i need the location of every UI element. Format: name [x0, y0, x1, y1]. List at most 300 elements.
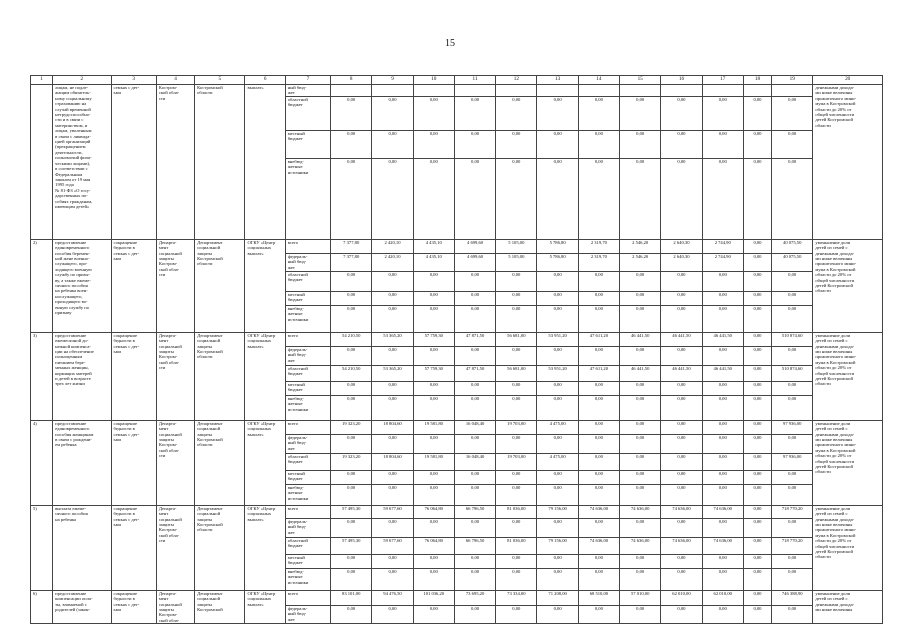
column-header: 10 — [413, 76, 454, 85]
responsible-executor-text: Департа- мент социальной защиты Костром- ской обла- сти — [158, 420, 182, 459]
amount-cell — [372, 365, 413, 381]
amount-cell — [620, 305, 661, 332]
amount-cell-text: 0,00 — [788, 554, 797, 560]
amount-cell-text: 4 699,60 — [467, 253, 484, 259]
amount-cell — [496, 554, 537, 568]
amount-cell — [620, 605, 661, 623]
amount-cell — [620, 291, 661, 305]
amount-cell-text: 0,00 — [636, 346, 645, 352]
amount-cell-text: 0,00 — [429, 518, 438, 524]
budget-row — [31, 332, 883, 346]
co-executor — [195, 420, 245, 505]
amount-cell — [661, 381, 702, 395]
funding-source-text: внебюд- жетные источники — [287, 568, 309, 585]
amount-cell-text: 0,00 — [677, 605, 686, 611]
amount-cell — [743, 130, 771, 158]
amount-cell-text: 0,00 — [753, 130, 762, 136]
amount-cell — [454, 96, 495, 130]
amount-cell-text: 0,00 — [471, 158, 480, 164]
amount-cell — [537, 253, 578, 271]
funding-source — [285, 239, 330, 253]
amount-cell — [702, 305, 743, 332]
amount-cell-text: 0,00 — [512, 484, 521, 490]
amount-cell-text: 718 770,20 — [781, 537, 803, 543]
amount-cell-text: 0,00 — [718, 605, 727, 611]
responsible-executor — [156, 505, 194, 590]
amount-cell — [661, 291, 702, 305]
amount-cell — [578, 554, 619, 568]
amount-cell — [578, 85, 619, 97]
amount-cell-text: 0,00 — [347, 130, 356, 136]
amount-cell — [578, 484, 619, 505]
amount-cell-text: 0,00 — [753, 568, 762, 574]
amount-cell-text: 0,00 — [553, 346, 562, 352]
amount-cell — [537, 291, 578, 305]
amount-cell — [537, 381, 578, 395]
amount-cell — [620, 158, 661, 239]
co-executor-text: Департамент социальной защиты Костромской области — [197, 420, 223, 448]
amount-cell-text: 0,00 — [512, 470, 521, 476]
amount-cell-text: 46 441,50 — [630, 332, 650, 338]
amount-cell-text: 510 874,60 — [781, 332, 803, 338]
amount-cell-text: 0,00 — [388, 305, 397, 311]
amount-cell — [454, 239, 495, 253]
amount-cell-text: 0,00 — [553, 158, 562, 164]
amount-cell — [578, 130, 619, 158]
amount-cell-text: 0,00 — [512, 271, 521, 277]
amount-cell-text: 71 208,00 — [548, 590, 567, 596]
funding-source — [285, 484, 330, 505]
payment-type-text: ОГКУ «Центр социальных выплат» — [247, 505, 276, 522]
amount-cell — [454, 554, 495, 568]
amount-cell-text: 0,00 — [594, 453, 603, 459]
amount-cell-text: 0,00 — [753, 395, 762, 401]
amount-cell-text: 4 475,00 — [549, 420, 566, 426]
amount-cell — [578, 346, 619, 365]
amount-cell-text: 53 951,20 — [548, 332, 567, 338]
amount-cell-text: 0,00 — [636, 291, 645, 297]
amount-cell — [413, 420, 454, 434]
amount-cell — [772, 130, 813, 158]
amount-cell-text: 0,00 — [388, 271, 397, 277]
amount-cell-text: 2 744,90 — [714, 253, 731, 259]
amount-cell-text: 53 951,20 — [548, 365, 567, 371]
amount-cell-text: 19 703,00 — [507, 453, 526, 459]
amount-cell — [743, 158, 771, 239]
amount-cell-text: 56 681,00 — [507, 365, 526, 371]
amount-cell-text: 0,00 — [636, 434, 645, 440]
amount-cell-text: 0,00 — [753, 434, 762, 440]
amount-cell — [578, 420, 619, 434]
amount-cell-text: 0,00 — [677, 305, 686, 311]
amount-cell-text: 0,00 — [388, 434, 397, 440]
amount-cell-text: 0,00 — [594, 518, 603, 524]
amount-cell — [702, 434, 743, 453]
expected-result-text: уменьшение доли детей из семей с денежными доходa- ми ниже величины прожиточного мини- мума в Костромской области до 20% от общей численности детей Костромской области — [815, 505, 857, 560]
amount-cell-text: 53 365,20 — [383, 365, 402, 371]
amount-cell — [331, 239, 372, 253]
amount-cell — [413, 453, 454, 470]
amount-cell-text: 2 744,90 — [714, 239, 731, 245]
expected-result — [813, 505, 883, 590]
measure-name-text: выплата ежеме- сячного пособия на ребенка — [55, 505, 88, 522]
funding-source — [285, 590, 330, 605]
amount-cell-text: 0,00 — [594, 96, 603, 102]
amount-cell-text: 0,00 — [636, 453, 645, 459]
amount-cell — [331, 96, 372, 130]
amount-cell — [331, 253, 372, 271]
payment-type — [245, 505, 285, 590]
amount-cell-text: 18 804,60 — [383, 420, 402, 426]
amount-cell — [772, 271, 813, 291]
amount-cell — [743, 85, 771, 97]
amount-cell-text: 73 695,20 — [465, 590, 485, 596]
amount-cell-text: 0,00 — [753, 271, 762, 277]
column-header: 15 — [620, 76, 661, 85]
amount-cell — [743, 590, 771, 605]
co-executor — [195, 239, 245, 332]
amount-cell-text: 0,00 — [553, 305, 562, 311]
amount-cell-text: 0,00 — [347, 470, 356, 476]
amount-cell — [620, 568, 661, 590]
amount-cell-text: 0,00 — [753, 590, 762, 596]
amount-cell — [578, 470, 619, 484]
amount-cell — [772, 253, 813, 271]
amount-cell — [537, 453, 578, 470]
amount-cell — [372, 395, 413, 420]
amount-cell-text: 66 796,50 — [465, 505, 485, 511]
amount-cell — [372, 332, 413, 346]
item-number-text: 2) — [33, 239, 37, 245]
amount-cell — [743, 537, 771, 554]
amount-cell-text: 19 323,20 — [342, 453, 361, 459]
amount-cell-text: 94 476,50 — [383, 590, 402, 596]
amount-cell-text: 0,00 — [594, 434, 603, 440]
amount-cell — [620, 381, 661, 395]
funding-source — [285, 518, 330, 537]
amount-cell — [702, 470, 743, 484]
funding-source — [285, 568, 330, 590]
item-number-text: 5) — [33, 505, 37, 511]
amount-cell — [331, 395, 372, 420]
table-body — [31, 76, 883, 624]
amount-cell — [454, 130, 495, 158]
amount-cell-text: 0,00 — [753, 239, 762, 245]
amount-cell — [578, 271, 619, 291]
amount-cell-text: 0,00 — [718, 470, 727, 476]
amount-cell — [661, 554, 702, 568]
amount-cell-text: 0,00 — [347, 434, 356, 440]
amount-cell — [772, 365, 813, 381]
amount-cell — [620, 554, 661, 568]
amount-cell — [413, 346, 454, 365]
amount-cell — [372, 420, 413, 434]
amount-cell — [454, 305, 495, 332]
amount-cell-text: 76 064,80 — [424, 505, 443, 511]
measure-name — [53, 332, 111, 420]
amount-cell — [743, 381, 771, 395]
amount-cell — [772, 420, 813, 434]
responsible-executor — [156, 239, 194, 332]
amount-cell-text: 2 319,70 — [590, 253, 607, 259]
amount-cell-text: 0,00 — [594, 568, 603, 574]
amount-cell-text: 0,00 — [677, 420, 686, 426]
amount-cell-text: 46 441,50 — [672, 332, 691, 338]
amount-cell — [620, 85, 661, 97]
amount-cell-text: 0,00 — [788, 381, 797, 387]
amount-cell — [372, 434, 413, 453]
amount-cell — [772, 518, 813, 537]
amount-cell — [661, 365, 702, 381]
amount-cell — [578, 365, 619, 381]
funding-source-text: областной бюджет — [287, 271, 308, 283]
amount-cell — [620, 130, 661, 158]
amount-cell-text: 0,00 — [553, 568, 562, 574]
amount-cell-text: 2 546,20 — [632, 239, 649, 245]
amount-cell — [537, 518, 578, 537]
amount-cell-text: 57 759,30 — [424, 365, 443, 371]
measure-goal-text: сокращение бедности в семьях с дет- ьми — [113, 420, 140, 443]
amount-cell — [661, 305, 702, 332]
amount-cell-text: 74 636,00 — [630, 537, 650, 543]
amount-cell-text: 0,00 — [677, 484, 686, 490]
column-header: 16 — [661, 76, 702, 85]
amount-cell — [743, 332, 771, 346]
funding-source-text: всего — [287, 505, 299, 511]
amount-cell-text: 0,00 — [677, 96, 686, 102]
amount-cell — [702, 130, 743, 158]
amount-cell — [331, 381, 372, 395]
amount-cell — [661, 420, 702, 434]
amount-cell — [702, 590, 743, 605]
amount-cell — [702, 484, 743, 505]
amount-cell — [496, 365, 537, 381]
amount-cell-text: 0,00 — [636, 96, 645, 102]
amount-cell — [372, 470, 413, 484]
amount-cell — [496, 470, 537, 484]
amount-cell — [413, 434, 454, 453]
amount-cell-text: 79 156,00 — [548, 505, 567, 511]
amount-cell — [743, 568, 771, 590]
amount-cell — [331, 554, 372, 568]
amount-cell — [496, 332, 537, 346]
funding-source-text: местный бюджет — [287, 470, 305, 482]
amount-cell-text: 0,00 — [429, 395, 438, 401]
amount-cell-text: 0,00 — [753, 470, 762, 476]
amount-cell — [537, 434, 578, 453]
funding-source — [285, 395, 330, 420]
amount-cell — [537, 395, 578, 420]
amount-cell-text: 0,00 — [471, 130, 480, 136]
amount-cell-text: 0,00 — [718, 554, 727, 560]
amount-cell — [454, 537, 495, 554]
amount-cell-text: 4 435,10 — [425, 239, 442, 245]
funding-source — [285, 305, 330, 332]
amount-cell — [413, 537, 454, 554]
expected-result — [813, 332, 883, 420]
funding-source — [285, 381, 330, 395]
amount-cell-text: 0,00 — [753, 96, 762, 102]
amount-cell-text: 0,00 — [388, 484, 397, 490]
amount-cell — [702, 332, 743, 346]
co-executor-text: Департамент социальной защиты Костромской области — [197, 505, 223, 533]
amount-cell — [620, 470, 661, 484]
amount-cell — [537, 420, 578, 434]
amount-cell-text: 0,00 — [594, 271, 603, 277]
funding-source — [285, 365, 330, 381]
expected-result — [813, 420, 883, 505]
amount-cell-text: 0,00 — [753, 505, 762, 511]
amount-cell-text: 81 036,00 — [507, 505, 526, 511]
responsible-executor-text: Департа- мент социальной защиты Костром- ской обла- сти — [158, 505, 182, 544]
amount-cell — [661, 253, 702, 271]
payment-type-text: ОГКУ «Центр социальных выплат» — [247, 420, 276, 437]
amount-cell-text: 79 156,00 — [548, 537, 567, 543]
amount-cell — [661, 470, 702, 484]
amount-cell-text: 0,00 — [388, 130, 397, 136]
program-table — [30, 75, 883, 624]
amount-cell — [702, 568, 743, 590]
amount-cell-text: 16 048,40 — [465, 453, 485, 459]
amount-cell-text: 0,00 — [553, 470, 562, 476]
amount-cell-text: 0,00 — [347, 346, 356, 352]
amount-cell-text: 0,00 — [753, 554, 762, 560]
amount-cell — [743, 365, 771, 381]
measure-name-text: предоставление единовременного пособия женщинам в связи с рождени- ем ребенка — [55, 420, 94, 448]
amount-cell — [702, 346, 743, 365]
funding-source-text: всего — [287, 332, 299, 338]
amount-cell — [702, 96, 743, 130]
amount-cell — [537, 505, 578, 518]
amount-cell — [702, 453, 743, 470]
amount-cell-text: 0,00 — [512, 554, 521, 560]
funding-source-text: местный бюджет — [287, 130, 305, 142]
amount-cell — [772, 590, 813, 605]
amount-cell — [496, 291, 537, 305]
amount-cell-text: 0,00 — [429, 96, 438, 102]
amount-cell — [702, 158, 743, 239]
amount-cell — [496, 453, 537, 470]
item-number — [31, 505, 53, 590]
amount-cell-text: 19 703,00 — [507, 420, 526, 426]
amount-cell-text: 0,00 — [512, 96, 521, 102]
funding-source-text: областной бюджет — [287, 365, 308, 377]
budget-row — [31, 505, 883, 518]
amount-cell — [454, 332, 495, 346]
amount-cell — [454, 395, 495, 420]
amount-cell — [578, 253, 619, 271]
amount-cell — [372, 518, 413, 537]
item-number-text: 6) — [33, 590, 37, 596]
amount-cell-text: 0,00 — [788, 470, 797, 476]
amount-cell-text: 5 786,80 — [549, 253, 566, 259]
amount-cell — [702, 381, 743, 395]
amount-cell-text: 0,00 — [788, 130, 797, 136]
amount-cell-text: 97 936,00 — [783, 453, 802, 459]
amount-cell — [661, 568, 702, 590]
amount-cell-text: 0,00 — [347, 605, 356, 611]
amount-cell — [578, 453, 619, 470]
funding-source — [285, 158, 330, 239]
amount-cell — [454, 505, 495, 518]
amount-cell — [413, 85, 454, 97]
amount-cell — [372, 590, 413, 605]
funding-source-text: федераль- ный бюд- жет — [287, 605, 308, 622]
amount-cell — [620, 346, 661, 365]
amount-cell-text: 0,00 — [512, 291, 521, 297]
amount-cell — [454, 420, 495, 434]
item-number — [31, 85, 53, 240]
amount-cell-text: 0,00 — [347, 291, 356, 297]
amount-cell — [413, 395, 454, 420]
amount-cell — [772, 346, 813, 365]
amount-cell — [620, 96, 661, 130]
co-executor-text: Костромской области — [197, 85, 223, 96]
expected-result-text: денежными доходa- ми ниже величины прожиточного мини- мума в Костромской области до 20% от общей численности детей Костромской области — [815, 85, 857, 128]
amount-cell-text: 83 101,00 — [342, 590, 361, 596]
amount-cell-text: 57 010,00 — [630, 590, 650, 596]
amount-cell-text: 0,00 — [429, 554, 438, 560]
payment-type — [245, 332, 285, 420]
amount-cell-text: 0,00 — [753, 453, 762, 459]
amount-cell — [537, 590, 578, 605]
amount-cell-text: 0,00 — [677, 158, 686, 164]
amount-cell — [496, 158, 537, 239]
amount-cell — [772, 381, 813, 395]
amount-cell-text: 0,00 — [553, 434, 562, 440]
amount-cell-text: 0,00 — [347, 395, 356, 401]
amount-cell — [578, 568, 619, 590]
amount-cell-text: 0,00 — [429, 346, 438, 352]
amount-cell — [772, 505, 813, 518]
amount-cell — [702, 605, 743, 623]
amount-cell-text: 2 640,30 — [673, 253, 690, 259]
amount-cell — [537, 332, 578, 346]
amount-cell-text: 0,00 — [788, 605, 797, 611]
amount-cell-text: 7 377,80 — [343, 253, 360, 259]
amount-cell-text: 0,00 — [718, 130, 727, 136]
amount-cell — [496, 305, 537, 332]
amount-cell-text: 0,00 — [388, 96, 397, 102]
amount-cell-text: 0,00 — [718, 158, 727, 164]
amount-cell-text: 0,00 — [347, 484, 356, 490]
item-number — [31, 420, 53, 505]
amount-cell — [496, 239, 537, 253]
amount-cell — [578, 505, 619, 518]
page-number: 15 — [445, 38, 455, 49]
amount-cell — [661, 332, 702, 346]
amount-cell-text: 0,00 — [429, 291, 438, 297]
amount-cell-text: 0,00 — [471, 96, 480, 102]
co-executor-text: Департамент социальной защиты Костромской области — [197, 332, 223, 360]
amount-cell — [413, 365, 454, 381]
funding-source-text: внебюд- жетные источники — [287, 158, 309, 175]
amount-cell-text: 0,00 — [347, 305, 356, 311]
responsible-executor-text: Костром- ской обла- сти — [158, 85, 180, 101]
amount-cell — [413, 271, 454, 291]
amount-cell — [702, 291, 743, 305]
amount-cell — [661, 158, 702, 239]
amount-cell — [620, 395, 661, 420]
amount-cell — [496, 130, 537, 158]
amount-cell-text: 0,00 — [677, 381, 686, 387]
amount-cell — [702, 365, 743, 381]
amount-cell-text: 0,00 — [753, 253, 762, 259]
amount-cell — [661, 239, 702, 253]
amount-cell-text: 0,00 — [471, 381, 480, 387]
amount-cell-text: 0,00 — [753, 605, 762, 611]
column-header: 20 — [813, 76, 883, 85]
